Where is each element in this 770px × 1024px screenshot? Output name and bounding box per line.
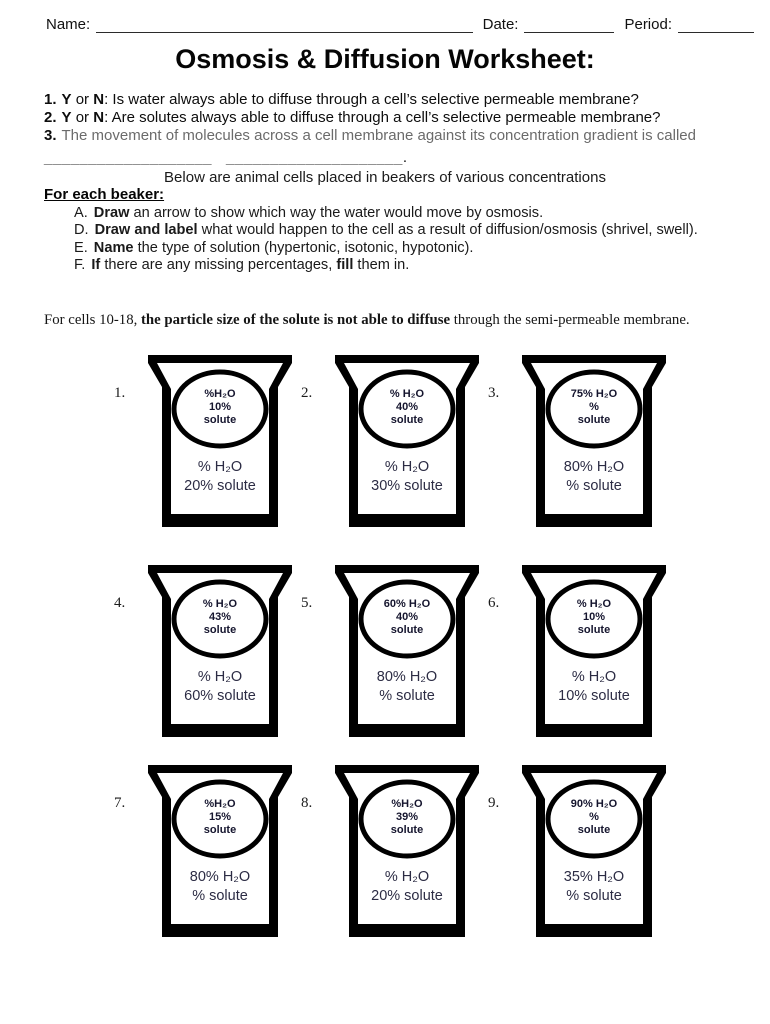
beaker-7-solution-label: 80% H₂O % solute	[189, 869, 251, 904]
instruction-item-e	[74, 240, 764, 257]
note-text: For cells 10-18,	[44, 312, 141, 328]
instruction-item-d	[74, 222, 764, 239]
question-2-or: or	[71, 109, 94, 126]
beaker-1	[114, 355, 292, 527]
date-label: Date:	[482, 16, 519, 33]
question-3-answer-blanks	[44, 149, 770, 167]
question-2	[44, 109, 770, 127]
question-2-number: 2.	[44, 109, 57, 126]
cells-10-18-note	[44, 312, 744, 329]
name-label: Name:	[46, 16, 91, 33]
beaker-2-cell-label: % H₂O 40% solute	[389, 388, 425, 426]
item-text: the type of solution (hypertonic, isotonic, hypotonic).	[133, 239, 474, 256]
beaker-icon	[335, 565, 479, 737]
beaker-9	[488, 765, 666, 937]
question-1-y: Y	[61, 91, 72, 108]
beaker-icon	[522, 355, 666, 527]
item-bold-text: Draw	[93, 205, 130, 221]
beaker-icon	[522, 765, 666, 937]
question-2-text: : Are solutes always able to diffuse through a cell’s selective permeable membrane?	[104, 109, 661, 126]
question-1	[44, 91, 770, 109]
note-text-end: through the semi-permeable membrane.	[450, 312, 690, 328]
header-row	[46, 16, 754, 34]
beaker-8-cell-label: %H₂O 39% solute	[390, 798, 424, 836]
beaker-8-number: 8.	[301, 795, 313, 811]
beaker-4-cell-label: % H₂O 43% solute	[202, 598, 238, 636]
beaker-icon	[522, 565, 666, 737]
note-bold-text: the particle size of the solute is not able to diffuse	[141, 312, 451, 328]
beaker-6-solution-label: % H₂O 10% solute	[558, 669, 630, 704]
item-letter: F.	[74, 257, 86, 274]
question-3	[44, 127, 770, 145]
item-letter: E.	[74, 239, 88, 256]
beaker-5-number: 5.	[301, 595, 313, 611]
item-text: there are any missing percentages,	[100, 257, 337, 274]
question-1-n: N	[93, 91, 105, 108]
beaker-7	[114, 765, 292, 937]
beaker-icon	[148, 355, 292, 527]
item-text: an arrow to show which way the water would move by osmosis.	[129, 205, 544, 221]
item-bold-text: Name	[93, 239, 134, 256]
beaker-5-solution-label: 80% H₂O % solute	[376, 669, 438, 704]
question-3-number: 3.	[44, 127, 57, 144]
beaker-3	[488, 355, 666, 527]
for-each-beaker-heading: For each beaker:	[44, 186, 165, 203]
instruction-list	[74, 205, 764, 275]
beaker-7-cell-label: %H₂O 15% solute	[203, 798, 237, 836]
beaker-5-cell-label: 60% H₂O 40% solute	[383, 598, 431, 636]
date-blank-line	[524, 17, 614, 33]
questions-section	[44, 91, 770, 167]
question-1-or: or	[71, 91, 94, 108]
question-2-n: N	[93, 109, 105, 126]
beaker-3-cell-label: 75% H₂O % solute	[570, 388, 618, 426]
beaker-1-number: 1.	[114, 385, 126, 401]
beaker-icon	[148, 565, 292, 737]
question-2-y: Y	[61, 109, 72, 126]
name-blank-line	[96, 17, 472, 33]
answer-blank-1: ___________________	[44, 149, 213, 166]
beaker-6	[488, 565, 666, 737]
item-text: what would happen to the cell as a result of diffusion/osmosis (shrivel, swell).	[197, 222, 698, 239]
beaker-7-number: 7.	[114, 795, 126, 811]
period-blank-line	[678, 17, 754, 33]
beaker-1-solution-label: % H₂O 20% solute	[184, 459, 256, 494]
beaker-9-cell-label: 90% H₂O % solute	[570, 798, 618, 836]
instruction-item-a	[74, 205, 764, 222]
item-text-2: them in.	[353, 257, 410, 274]
beaker-4-number: 4.	[114, 595, 126, 611]
worksheet-title: Osmosis & Diffusion Worksheet:	[175, 44, 595, 74]
beaker-2-solution-label: % H₂O 30% solute	[371, 459, 443, 494]
beaker-4	[114, 565, 292, 737]
beaker-2	[301, 355, 479, 527]
beaker-8	[301, 765, 479, 937]
blank-period: .	[402, 149, 408, 166]
beaker-9-number: 9.	[488, 795, 500, 811]
beaker-8-solution-label: % H₂O 20% solute	[371, 869, 443, 904]
beaker-icon	[335, 765, 479, 937]
item-bold-text: Draw and label	[94, 222, 198, 239]
period-label: Period:	[624, 16, 672, 33]
beaker-3-number: 3.	[488, 385, 500, 401]
beaker-3-solution-label: 80% H₂O % solute	[563, 459, 625, 494]
beaker-6-cell-label: % H₂O 10% solute	[576, 598, 612, 636]
beaker-1-cell-label: %H₂O 10% solute	[203, 388, 237, 426]
instruction-item-f	[74, 257, 764, 274]
item-bold-text-2: fill	[336, 257, 354, 274]
beaker-2-number: 2.	[301, 385, 313, 401]
beaker-icon	[148, 765, 292, 937]
beaker-5	[301, 565, 479, 737]
question-1-number: 1.	[44, 91, 57, 108]
item-letter: D.	[74, 222, 89, 239]
beaker-9-solution-label: 35% H₂O % solute	[563, 869, 625, 904]
beaker-icon	[335, 355, 479, 527]
question-1-text: : Is water always able to diffuse through a cell’s selective permeable membrane?	[104, 91, 639, 108]
beaker-6-number: 6.	[488, 595, 500, 611]
question-3-text: The movement of molecules across a cell membrane against its concentration gradient is called	[61, 127, 696, 144]
item-bold-text: If	[91, 257, 101, 274]
beaker-4-solution-label: % H₂O 60% solute	[184, 669, 256, 704]
answer-blank-2: ____________________	[226, 149, 403, 166]
beakers-intro-text: Below are animal cells placed in beakers of various concentrations	[164, 169, 606, 186]
item-letter: A.	[74, 205, 88, 221]
